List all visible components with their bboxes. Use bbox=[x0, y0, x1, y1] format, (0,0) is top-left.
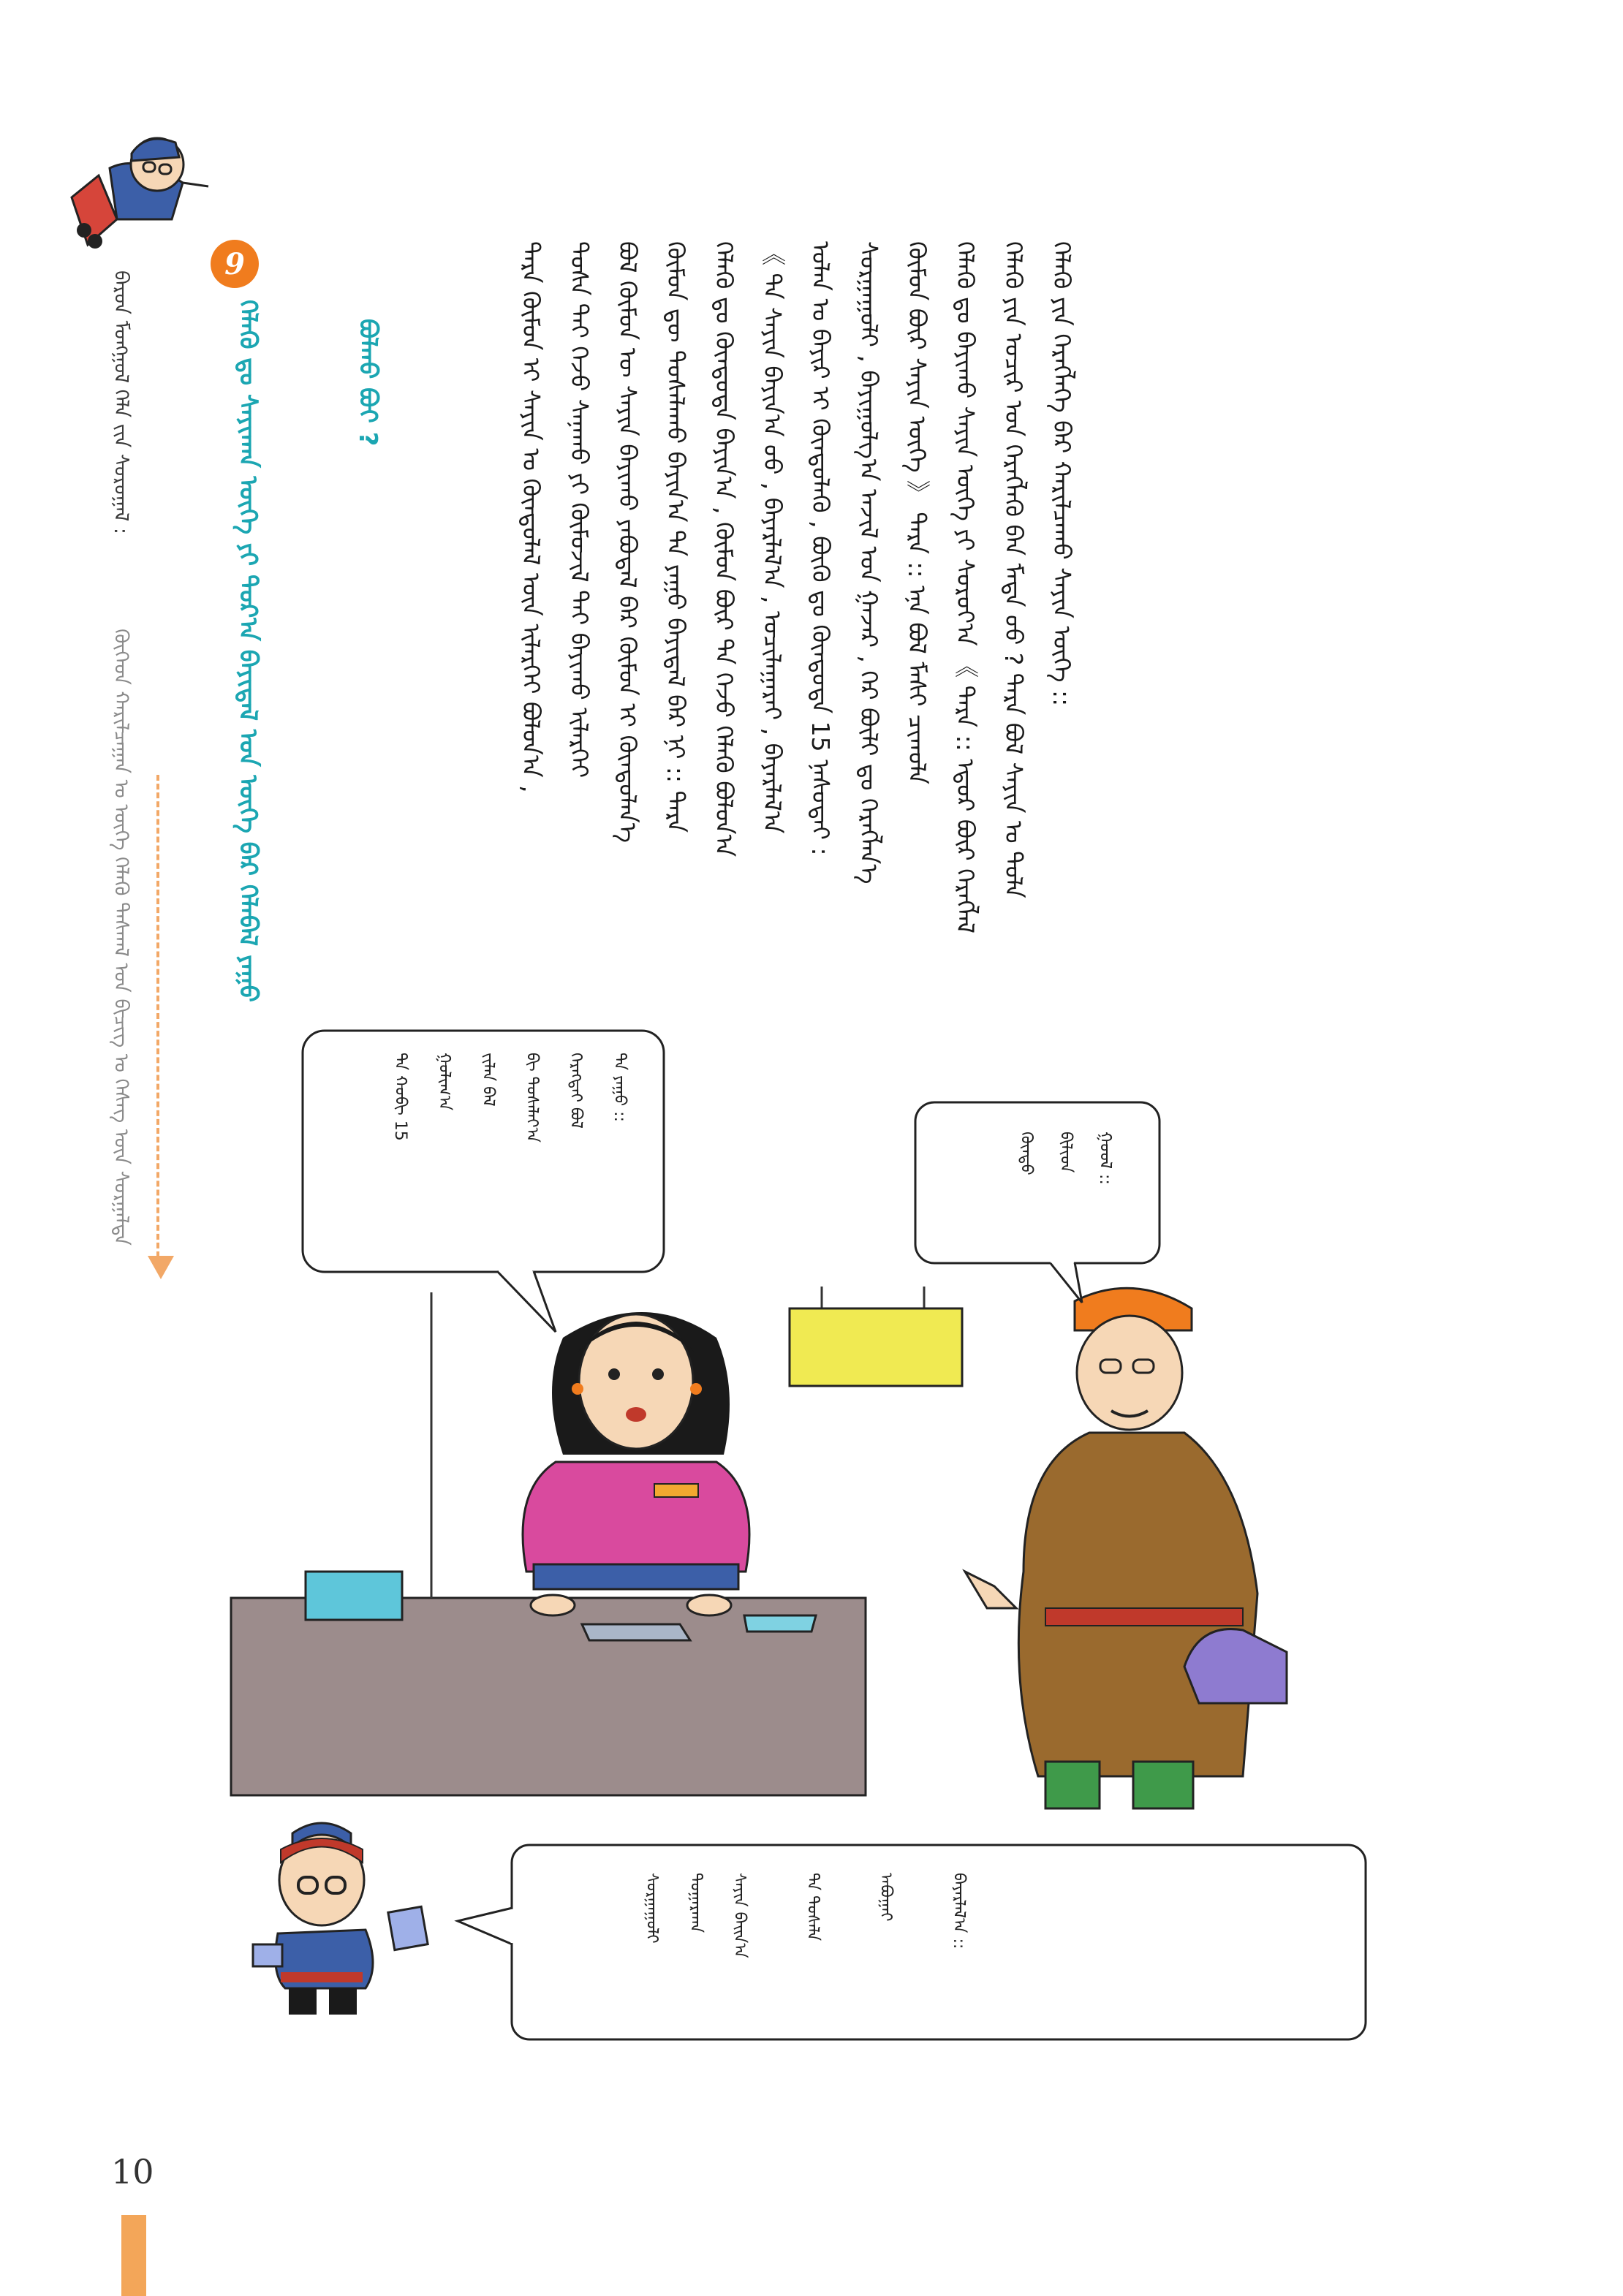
clerk-bubble-line-6: ᠲᠠ ᠬᠤᠪᠢ 15 bbox=[391, 1053, 409, 1141]
body-line-12: ᠲᠡᠷᠡ ᠬᠦᠮᠦᠨ ᠢ ᠰᠠᠶᠢᠨ ᠤ ᠬᠦᠨᠳᠦᠯᠡᠯ ᠦᠨ ᠢᠯᠡᠷᠬᠡᠢ ᠪᠣᠯᠤᠨ᠎ᠠ , bbox=[517, 241, 545, 793]
clerk-bubble-line-2: ᠬᠡᠷᠡᠭᠲᠡᠢ ᠪᠣᠯ bbox=[567, 1053, 585, 1129]
question-line-1: ᠬᠡᠯᠡᠬᠦ ᠳᠤ ᠰᠠᠶᠢᠬᠠᠨ ᠦᠭᠡ ᠶᠢ ᠳᠤᠷ᠎ᠠ ᠪᠠᠶᠢᠳᠠᠯ ᠤᠨ ᠦᠭᠡ ᠪᠠᠷ ᠬᠡᠯᠡᠪᠡᠯ ᠶᠠᠭᠤ bbox=[233, 300, 262, 1002]
boy-bubble-line-6: ᠰᠤᠷᠭᠠᠭᠤᠯᠢ bbox=[643, 1873, 661, 1944]
body-line-5: ᠰᠤᠷᠭᠠᠭᠤᠯᠢ , ᠪᠠᠶᠢᠭᠤᠯᠭ᠎ᠠ ᠠᠵᠢᠯ ᠤᠨ ᠭᠠᠵᠠᠷ , ᠭᠡᠷ ᠪᠦᠯᠢ ᠳᠤ ᠬᠡᠷᠡᠭᠯᠡᠨ᠎ᠡ bbox=[855, 241, 883, 884]
speech-bubble-boy bbox=[458, 1845, 1366, 2039]
man-bubble-line-1: ᠭᠣᠣᠯ :: bbox=[1096, 1132, 1114, 1185]
body-line-11: ᠲᠤᠰᠠ ᠲᠠᠢ ᠭᠡᠵᠦ ᠰᠠᠨᠠᠬᠤ ᠶᠢ ᠬᠦᠮᠦᠵᠢᠯ ᠲᠡᠢ ᠪᠠᠶᠢᠬᠤ ᠢᠯᠡᠷᠬᠡᠢ bbox=[565, 241, 594, 778]
header-divider bbox=[156, 775, 159, 1257]
boy-bubble-line-2: ᠠᠪᠤᠭᠠᠢ bbox=[877, 1873, 895, 1922]
hanging-sign bbox=[790, 1287, 962, 1386]
body-line-10: ᠪᠣᠯ ᠬᠦᠮᠦᠨ ᠦ ᠰᠠᠶᠢᠨ ᠪᠠᠶᠢᠬᠤ ᠶᠠᠪᠤᠳᠠᠯ ᠪᠠᠷ ᠬᠦᠮᠦᠨ ᠢ ᠬᠦᠨᠳᠦᠯᠡᠨ᠎ᠡ bbox=[613, 241, 642, 843]
body-line-7: 《 ᠲᠠ ᠰᠠᠶᠢᠨ ᠪᠠᠶᠢᠨ᠎ᠠ ᠤᠤ , ᠪᠠᠶᠠᠷᠯᠠᠯ᠎ᠠ , ᠤᠴᠢᠯᠠᠭᠠᠷᠠᠢ , ᠪᠠᠶᠠᠷᠯᠠᠯ᠎ᠠ bbox=[758, 241, 787, 834]
body-line-1: ᠬᠡᠯᠡᠬᠦ ᠶᠢᠨ ᠬᠡᠷᠡᠭᠯᠡᠬᠡ ᠪᠡᠷ ᠬᠠᠷᠢᠯᠴᠠᠬᠤ ᠰᠠᠶᠢᠨ ᠦᠭᠡ :: bbox=[1048, 241, 1076, 707]
flying-boy-mascot bbox=[72, 138, 208, 249]
speech-bubble-man bbox=[915, 1102, 1159, 1303]
header-subtitle: ᠬᠥᠬᠡᠳ ᠬᠠᠷᠢᠯᠴᠠᠭᠠᠨ ᠤ ᠦᠭᠡ ᠬᠡᠯᠡᠬᠦ ᠳᠠᠰᠬᠠᠯ ᠤᠨ ᠪᠢᠴᠢᠭ ᠤ ᠬᠡᠰᠡᠭ ᠦᠨ ᠰᠤᠷᠭᠠᠯᠲᠠ bbox=[110, 629, 132, 1246]
clerk-bubble-line-5: ᠭᠤᠯᠢᠭ᠎ᠠ bbox=[435, 1053, 453, 1111]
man-bubble-line-3: ᠬᠦᠨᠳᠦ bbox=[1017, 1132, 1035, 1175]
clerk-bubble-line-3: ᠪᠢ ᠲᠤᠰᠠᠯᠠᠶ᠎ᠠ bbox=[523, 1053, 541, 1143]
boy-with-cards-illustration bbox=[253, 1823, 428, 2015]
body-line-2: ᠬᠡᠯᠡᠬᠦ ᠶᠢᠨ ᠤᠴᠢᠷ ᠤᠨ ᠬᠡᠷᠡᠭᠯᠡᠬᠦ ᠪᠠᠨ ᠮᠡᠳᠡ ᠦᠦ ? ᠲᠡᠷᠡ ᠪᠣᠯ ᠰᠠᠶᠢᠨ ᠤ ᠲᠤᠯᠠ bbox=[999, 241, 1028, 898]
header-title: ᠪᠡᠷᠤᠨ ᠮᠣᠩᠭᠣᠯ ᠬᠡᠯᠡ ᠵᠢᠨ ᠰᠤᠷᠤᠭᠠᠯ : bbox=[110, 270, 132, 534]
boy-bubble-line-5: ᠲᠣᠭᠠᠷᠬᠠᠨ bbox=[686, 1873, 705, 1933]
boy-bubble-line-4: ᠰᠠᠶᠢᠨ ᠪᠠᠢᠨ᠎ᠠ bbox=[730, 1873, 749, 1958]
body-line-4: ᠬᠥᠮᠦᠨ ᠪᠦᠷ ᠰᠠᠶᠢᠨ ᠦᠭᠡ 》 ᠲᠡᠷᠡ :: ᠡᠨᠡ ᠪᠣᠯ ᠮᠠᠰᠢ ᠴᠢᠬᠤᠯᠠ bbox=[903, 241, 931, 784]
body-line-9: ᠬᠦᠮᠦᠨ ᠳᠦ ᠲᠤᠰᠠᠯᠠᠬᠤ ᠪᠠᠶᠢᠨ᠎ᠠ ᠲᠠ ᠶᠠᠭᠤ ᠪᠠᠶᠢᠳᠠᠯ ᠪᠠᠷ ᠨᠢ :: ᠲᠡᠷᠡ bbox=[662, 241, 690, 833]
old-man-illustration bbox=[965, 1288, 1287, 1808]
page-number: 10 bbox=[111, 2152, 154, 2191]
page-edge-tab bbox=[121, 2215, 146, 2296]
boy-bubble-line-1: ᠪᠠᠶᠠᠷᠯᠠᠯ᠎ᠠ :: bbox=[950, 1873, 968, 1950]
question-number-badge: 9 bbox=[211, 240, 259, 288]
clerk-bubble-line-4: ᠵᠢᠯᠠᠨ ᠪᠠᠯ bbox=[479, 1053, 497, 1107]
arrow-down-icon bbox=[148, 1256, 174, 1279]
body-line-3: ᠬᠡᠯᠡᠬᠦ ᠳᠤ ᠪᠠᠶᠢᠬᠤ ᠰᠠᠶᠢᠨ ᠦᠭᠡ ᠶᠢ ᠰᠤᠷᠤᠶ᠎ᠠ 《 ᠲᠡᠷᠡ :: ᠡᠳᠦᠷ ᠪᠦᠷ ᠬᠡᠷᠡᠭᠯᠡᠯ bbox=[951, 241, 980, 934]
clerk-woman-illustration bbox=[523, 1312, 749, 1615]
boy-bubble-line-3: ᠲᠠ ᠲᠤᠰᠠᠯᠠ bbox=[803, 1873, 822, 1941]
man-bubble-line-2: ᠪᠢᠯᠢᠳ bbox=[1056, 1132, 1075, 1173]
question-line-2: ᠪᠣᠯᠬᠤ ᠪᠤᠢ ? bbox=[353, 319, 382, 447]
clerk-bubble-line-1: ᠲᠠ ᠶᠠᠭᠤ :: bbox=[610, 1053, 629, 1122]
body-line-6: ᠤᠯᠠᠨ ᠤ ᠪᠠᠶᠢᠷ ᠢ ᠬᠦᠨᠳᠦᠯᠡᠬᠦ , ᠪᠦᠬᠦ ᠳᠤ ᠬᠦᠨᠳᠦᠳᠡ 15 ᠨᠠᠰᠤᠲᠠᠢ : bbox=[806, 241, 835, 856]
body-line-8: ᠬᠡᠯᠡᠬᠦ ᠳᠤ ᠬᠦᠨᠳᠦᠳᠡ ᠪᠠᠶᠢᠨ᠎ᠠ , ᠬᠦᠮᠦᠨ ᠪᠦᠷ ᠲᠠ ᠭᠡᠵᠦ ᠬᠡᠯᠡᠬᠦ ᠪᠣᠯᠤᠨ᠎ᠠ bbox=[710, 241, 738, 857]
